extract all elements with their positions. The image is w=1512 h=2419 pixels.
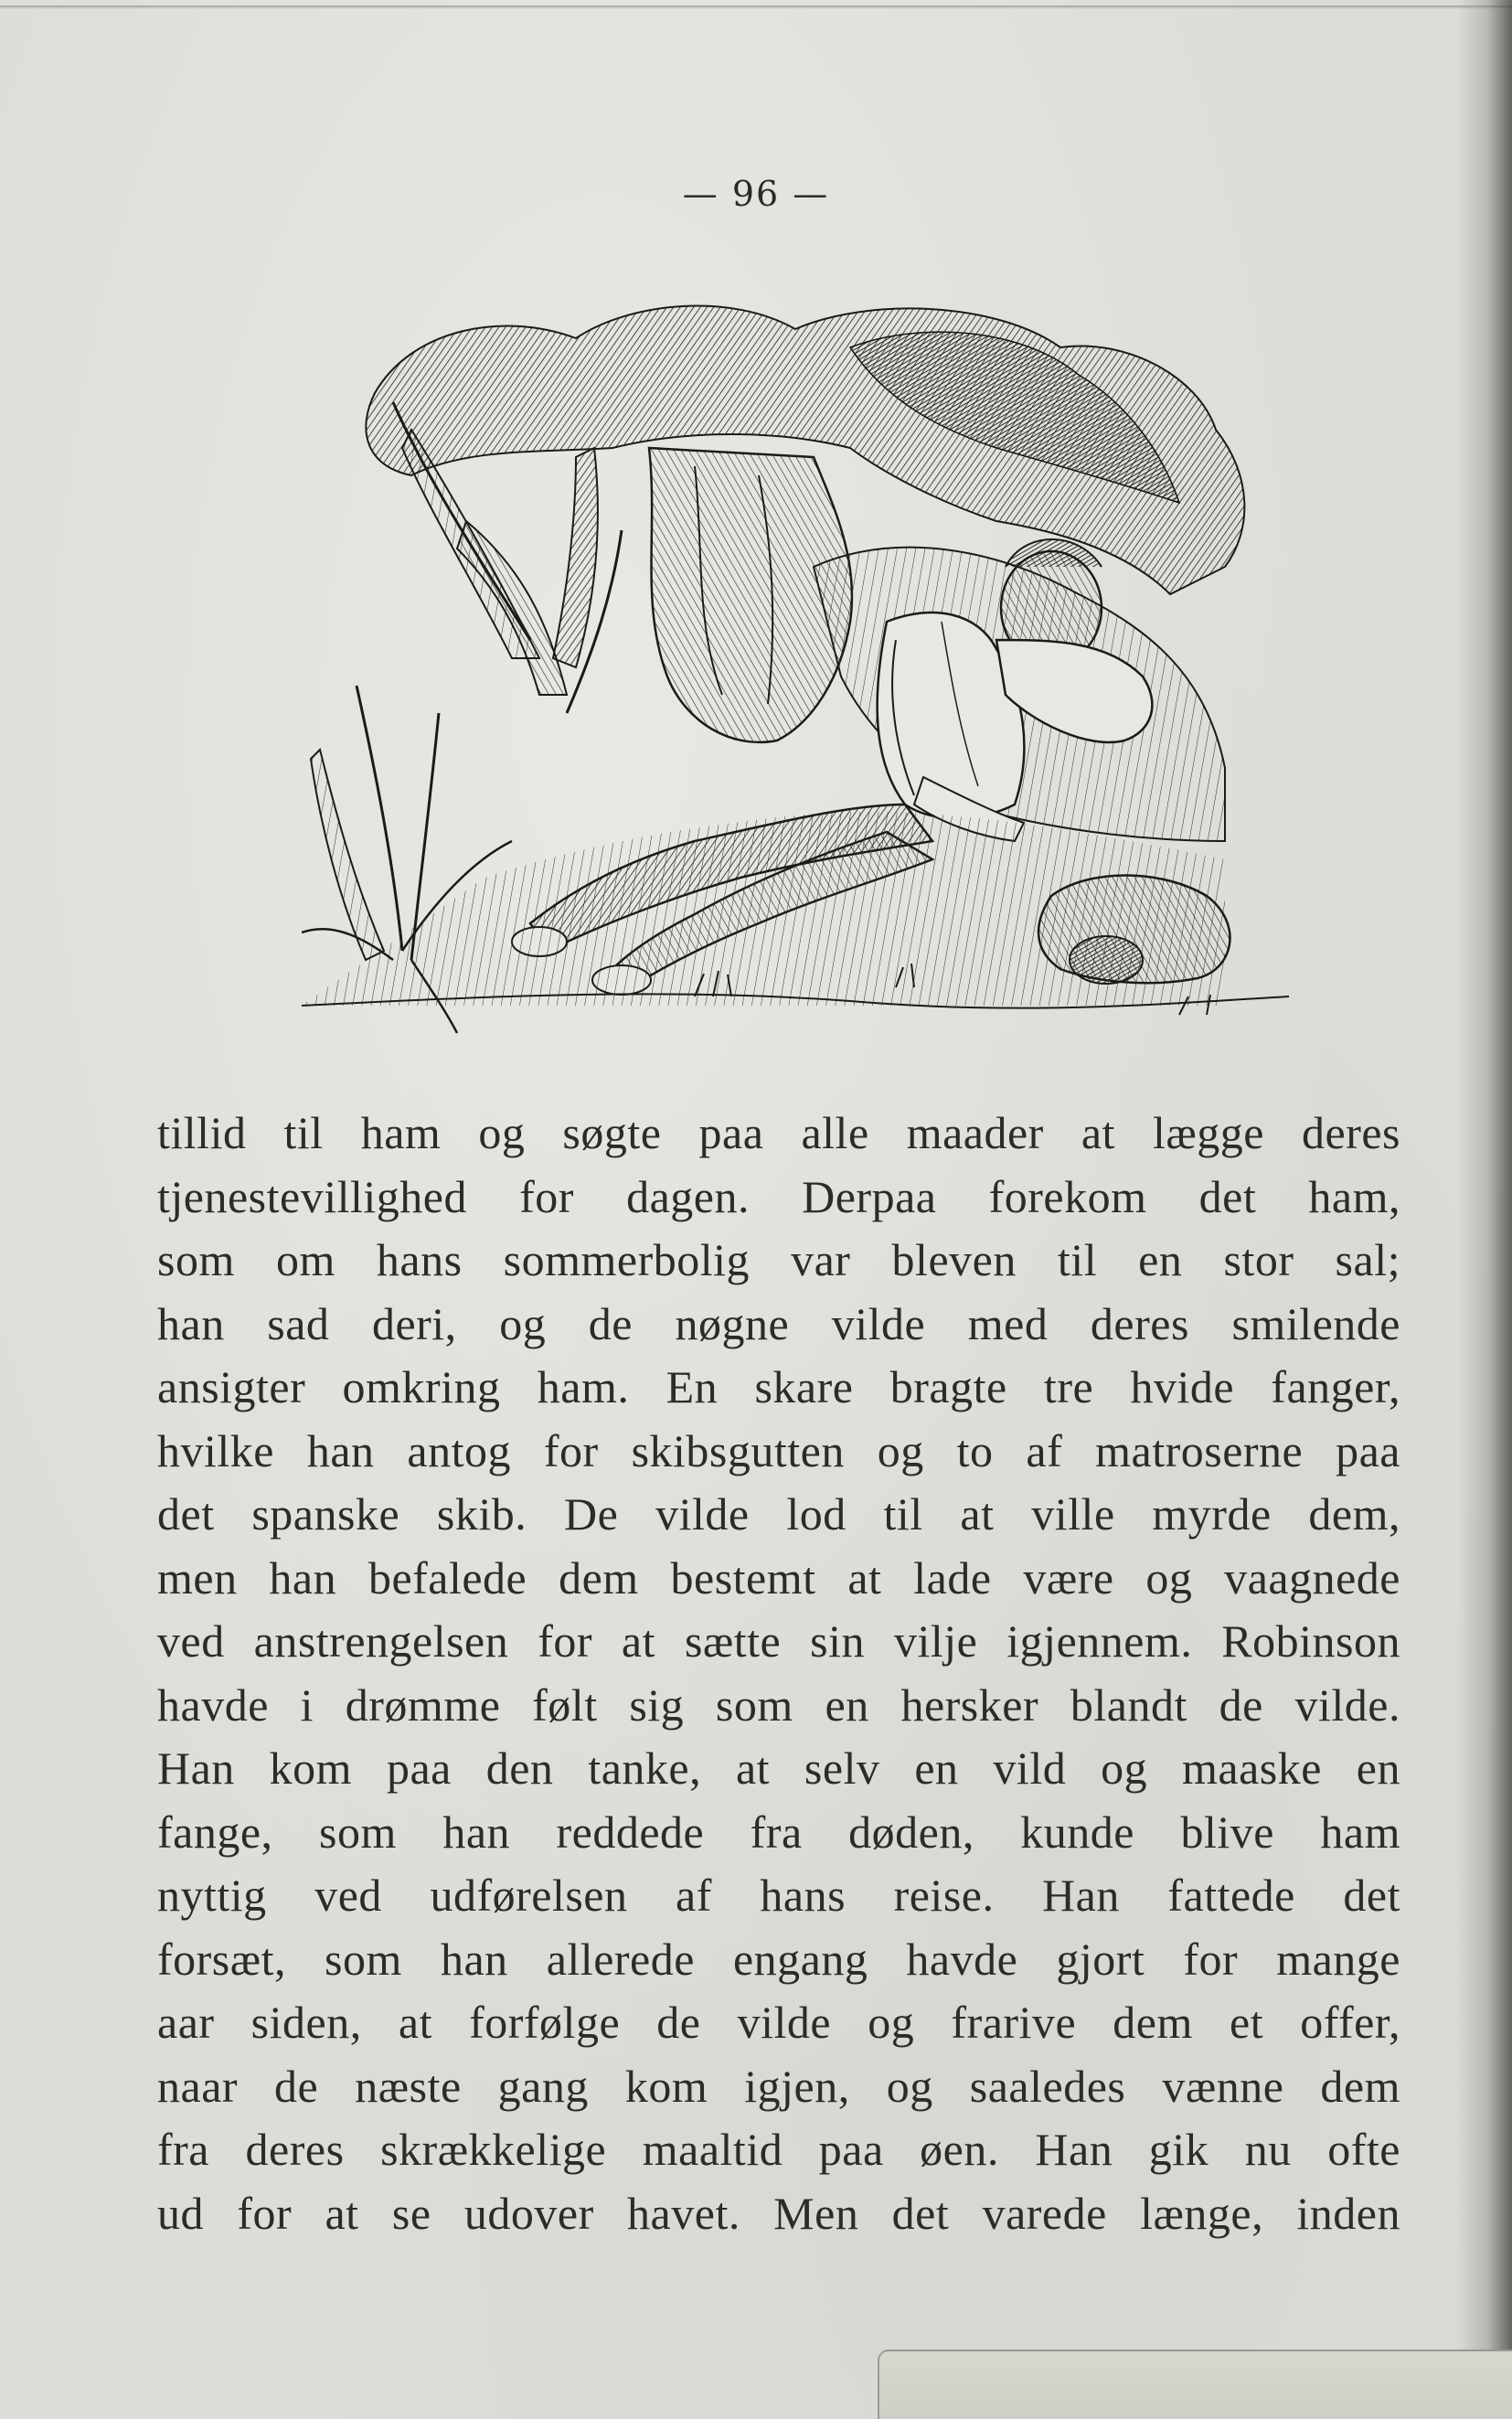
text-line: hvilke han antog for skibsgutten og to af matroserne paa: [157, 1424, 1400, 1476]
text-line: ansigter omkring ham. En skare bragte tre hvide fanger,: [157, 1361, 1400, 1412]
text-line: forsæt, som han allerede engang havde gjort for mange: [157, 1933, 1400, 1985]
body-text: [157, 1102, 1400, 2245]
text-line: ud for at se udover havet. Men det varede længe, inden: [157, 2187, 1400, 2239]
text-line: det spanske skib. De vilde lod til at ville myrde dem,: [157, 1488, 1400, 1540]
text-line: Han kom paa den tanke, at selv en vild og maaske en: [157, 1742, 1400, 1794]
text-line: tjenestevillighed for dagen. Derpaa forekom det ham,: [157, 1170, 1400, 1222]
illustration-engraving: [302, 293, 1307, 1042]
text-line: fra deres skrækkelige maaltid paa øen. Han gik nu ofte: [157, 2124, 1400, 2175]
page-number: — 96 —: [682, 174, 830, 214]
text-line: men han befalede dem bestemt at lade være og vaagnede: [157, 1551, 1400, 1604]
page-edge-tab: [878, 2350, 1512, 2419]
text-line: havde i drømme følt sig som en hersker blandt de vilde.: [157, 1678, 1400, 1731]
top-edge: [0, 5, 1512, 9]
text-line: nyttig ved udførelsen af hans reise. Han fattede det: [157, 1870, 1400, 1921]
binding-shadow: [1457, 0, 1512, 2419]
text-line: aar siden, at forfølge de vilde og frarive dem et offer,: [157, 1997, 1400, 2048]
text-line: tillid til ham og søgte paa alle maader at lægge deres: [157, 1107, 1400, 1158]
text-line: naar de næste gang kom igjen, og saaledes vænne dem: [157, 2060, 1400, 2112]
text-line: han sad deri, og de nøgne vilde med deres smilende: [157, 1297, 1400, 1349]
text-line: ved anstrengelsen for at sætte sin vilje igjennem. Robinson: [157, 1615, 1400, 1667]
engraving-drawing: [302, 293, 1307, 1042]
text-line: fange, som han reddede fra døden, kunde blive ham: [157, 1806, 1400, 1858]
text-line: som om hans sommerbolig var bleven til en stor sal;: [157, 1234, 1400, 1285]
